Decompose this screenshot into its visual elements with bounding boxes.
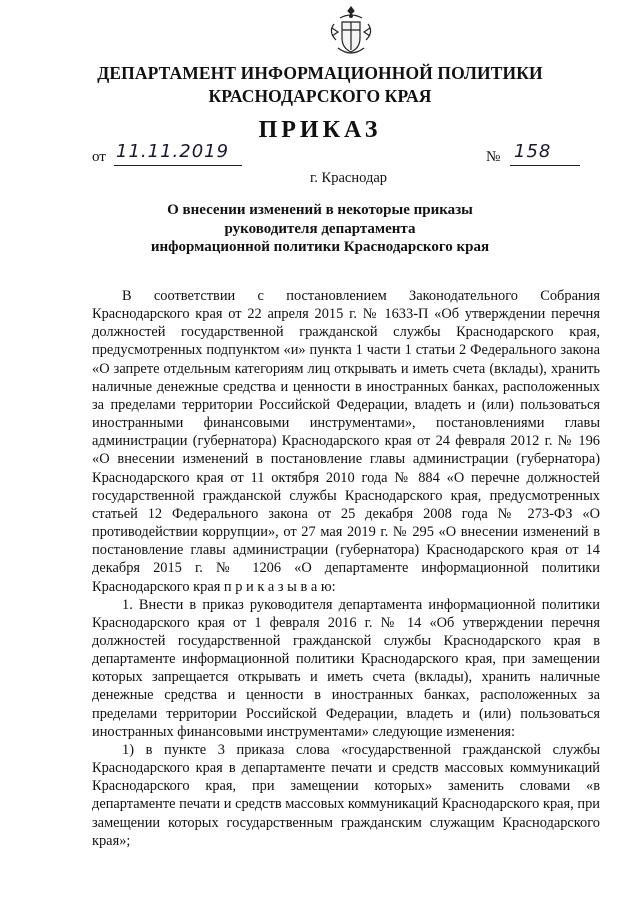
number-underline xyxy=(510,165,580,166)
date-underline xyxy=(114,165,242,166)
subject-line2: руководителя департамента xyxy=(224,220,416,237)
order-subject xyxy=(0,201,640,257)
date-label: от xyxy=(92,149,106,165)
department-header xyxy=(0,62,640,108)
handwritten-number: 158 xyxy=(514,141,552,162)
handwritten-date: 11.11.2019 xyxy=(116,141,230,162)
preamble-paragraph: В соответствии с постановлением Законодательного Собрания Краснодарского края от 22 апреля 2015 г. № 1633-П «Об утверждении перечня должностей государственной гражданской службы Краснодарского края, предусмотренных подпунктом «и» пункта 1 части 1 статьи 2 Федерального закона «О запрете отдельным категориям лиц открывать и иметь счета (вклады), хранить наличные денежные средства и ценности в иностранных банках, расположенных за пределами территории Российской Федерации, владеть и (или) пользоваться иностранными финансовыми инструментами», постановлениями главы администрации (губернатора) Краснодарского края от 24 февраля 2012 г. № 196 «О внесении изменений в постановление главы администрации (губернатора) Краснодарского края от 11 октября 2010 года № 884 «О перечне должностей государственной гражданской службы Краснодарского края, предусмотренных статьей 12 Федерального закона от 25 декабря 2008 года № 273-ФЗ «О противодействии коррупции», от 27 мая 2019 г. № 295 «О внесении изменений в постановление главы администрации (губернатора) Краснодарского края от 14 декабря 2015 г. № 1206 «О департаменте информационной политики Краснодарского края п р и к а з ы в а ю: xyxy=(92,288,600,595)
subject-line1: О внесении изменений в некоторые приказы xyxy=(167,202,473,218)
coat-of-arms-emblem xyxy=(326,4,376,62)
order-title: ПРИКАЗ xyxy=(258,117,382,143)
item-1-1-paragraph: 1) в пункте 3 приказа слова «государственной гражданской службы Краснодарского края в департаменте печати и средств массовых коммуникаций Краснодарского края, при замещении которых» заменить словами «в департаменте печати и средств массовых коммуникаций Краснодарского края, при замещении которых государственным гражданским служащим Краснодарского края»; xyxy=(92,741,600,849)
subject-line3: информационной политики Краснодарского края xyxy=(150,239,490,255)
city-label: г. Краснодар xyxy=(310,170,388,186)
order-body xyxy=(92,287,600,850)
department-name-line1: ДЕПАРТАМЕНТ ИНФОРМАЦИОННОЙ ПОЛИТИКИ xyxy=(97,63,543,83)
department-name-line2: КРАСНОДАРСКОГО КРАЯ xyxy=(208,86,432,106)
item-1-paragraph: 1. Внести в приказ руководителя департамента информационной политики Краснодарского края от 1 февраля 2016 г. № 14 «Об утверждении перечня должностей государственной гражданской службы Краснодарского края в департаменте информационной политики Краснодарского края, при замещении которых запрещается открывать и иметь счета (вклады), хранить наличные денежные средства и ценности в иностранных банках, расположенных за пределами территории Российской Федерации, владеть и (или) пользоваться иностранных финансовыми инструментами» следующие изменения: xyxy=(92,596,600,740)
number-label: № xyxy=(486,149,501,165)
